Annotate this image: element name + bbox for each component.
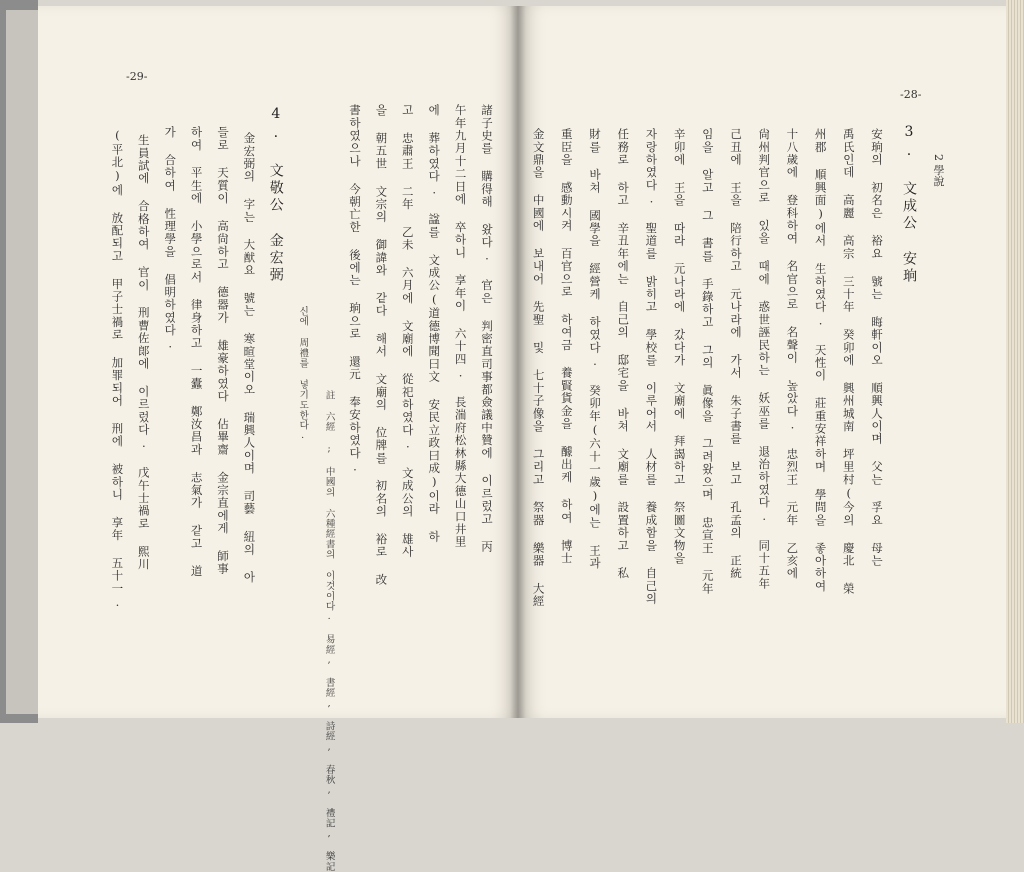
right-line-10: 任務로 하고 辛丑年에는 自己의 邸宅을 바쳐 文廟를 設置하고 私	[616, 128, 631, 580]
right-line-7: 임을 알고 그 書를 手錄하고 그의 眞像을 그려왔으며 忠宣王 元年	[700, 128, 715, 595]
right-line-2: 禹氏인데 高麗 高宗 三十年 癸卯에 興州城南 坪里村(今의 慶北 榮	[841, 128, 856, 595]
right-line-8: 辛卯에 王을 따라 元나라에 갔다가 文廟에 拜謁하고 祭圖文物을	[672, 128, 687, 565]
right-line-12: 重臣을 感動시켜 百官으로 하여금 養賢貨金을 醵出케 하여 博士	[559, 128, 574, 565]
right-line-1: 安珦의 初名은 裕요 號는 晦軒이오 順興人이며 父는 孚요 母는	[870, 128, 884, 568]
right-line-6: 己丑에 王을 陪行하고 元나라에 가서 朱子書를 보고 孔孟의 正統	[729, 128, 743, 580]
left-line-8: 신에 周禮를 넣기도한다.	[297, 306, 309, 442]
left-line-3: 에 葬하였다. 諡를 文成公(道德博聞曰文 安民立政曰成)이라 하	[427, 104, 442, 544]
left-line-12: 하여 平生에 小學으로서 律身하고 一蠹 鄭汝昌과 志氣가 같고 道	[189, 126, 204, 578]
right-line-4: 十八歲에 登科하여 名官으로 名聲이 높았다. 忠烈王 元年 乙亥에	[785, 128, 800, 580]
left-line-2: 午年九月十二日에 卒하니 享年이 六十四. 長湍府松林縣大德山口井里	[453, 104, 468, 549]
page-number-right: -28-	[900, 88, 922, 101]
left-line-11: 들로 天質이 高尙하고 德器가 雄豪하였다 佔畢齋 金宗直에게 師事	[216, 126, 230, 576]
left-line-13: 가 合하여 性理學을 倡明하였다.	[163, 126, 178, 352]
page-number-left: -29-	[126, 70, 148, 83]
left-line-1: 諸子史를 購得해 왔다. 官은 判密直司事都僉議中贊에 이르렀고 丙	[480, 104, 494, 554]
right-line-5: 尙州判官으로 있을 때에 惑世誣民하는 妖巫를 退治하였다. 同十五年	[757, 128, 772, 590]
left-line-5: 을 朝五世 文宗의 御諱와 같다 해서 文廟의 位牌를 初名의 裕로 改	[374, 104, 389, 587]
left-line-15: (平北)에 放配되고 甲子士禍로 加罪되어 刑에 被하니 享年 五十一.	[110, 128, 125, 611]
left-line-7: 註 六經 ; 中國의 六種經書의 이것이다. 易經, 書經, 詩經, 春秋, 禮記, 樂記	[323, 390, 335, 872]
left-line-9: 4. 文敬公 金宏弼	[267, 106, 284, 284]
right-line-9: 자랑하였다. 聖道를 밝히고 學校를 이루어서 人材를 養成함을 自己의	[644, 128, 659, 606]
section-heading-3: 3. 文成公 安珦	[901, 124, 917, 285]
left-line-10: 金宏弼의 字는 大猷요 號는 寒暄堂이오 瑞興人이며 司藝 紐의 아	[242, 132, 257, 584]
right-page	[518, 6, 1006, 718]
left-line-6: 書하였으나 今朝亡한 後에는 珦으로 還元 奉安하였다.	[348, 104, 362, 475]
left-line-4: 고 忠肅王 二年 乙未 六月에 文廟에 從祀하였다. 文成公의 雄사	[400, 104, 415, 559]
right-line-3: 州郡 順興面)에서 生하였다. 天性이 莊重安祥하며 學問을 좋아하여	[813, 128, 828, 593]
left-page	[38, 6, 518, 872]
right-line-11: 財를 바쳐 國學을 經營케 하였다. 癸卯年(六十一歲)에는 王과	[588, 128, 602, 570]
left-line-14: 生員試에 合格하여 官이 刑曹佐郞에 이르렀다. 戊午士禍로 熙川	[136, 134, 151, 571]
book-left-edge	[0, 0, 38, 723]
running-head: 2 學說	[932, 154, 945, 187]
book-gutter	[510, 6, 526, 718]
book-page-stack	[1006, 0, 1024, 723]
right-line-13: 金文鼎을 中國에 보내어 先聖 및 七十子像을 그리고 祭器 樂器 大經	[531, 128, 546, 608]
